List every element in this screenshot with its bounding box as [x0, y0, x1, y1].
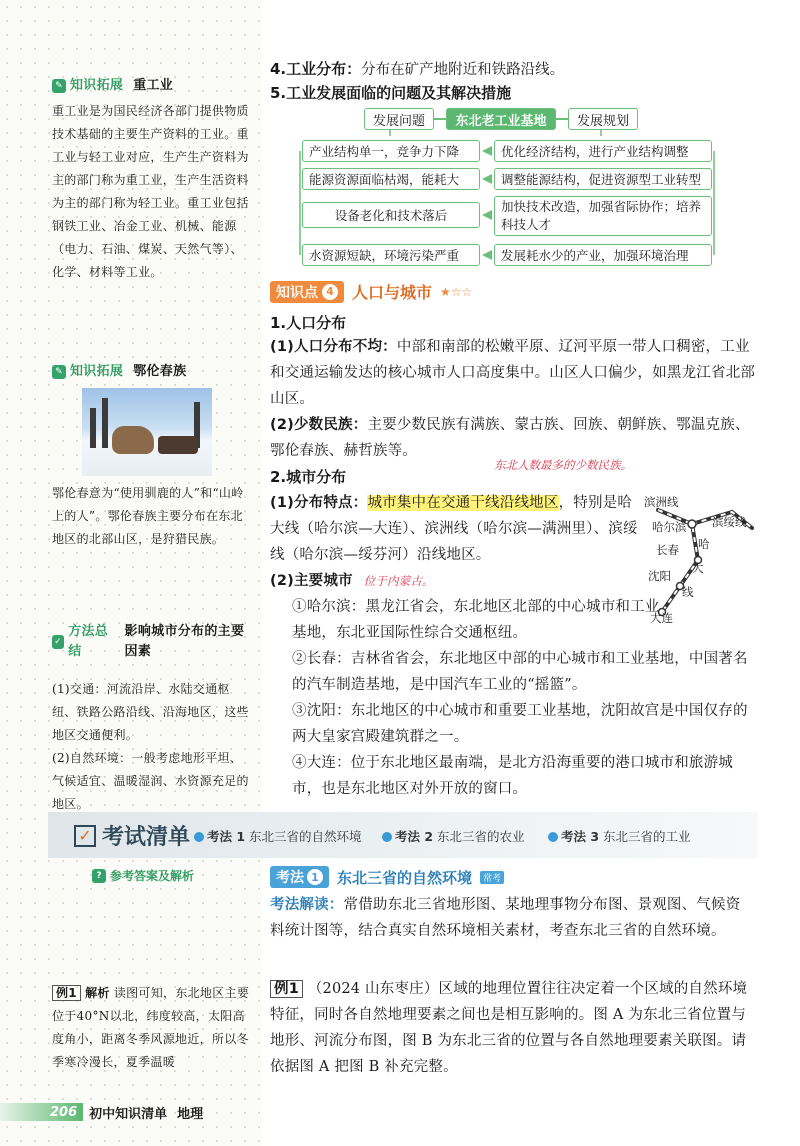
map-label: 大连	[650, 611, 673, 625]
pop-uneven: (1)人口分布不均：中部和南部的松嫩平原、辽河平原一带人口稠密，工业和交通运输发达的核心城市人口高度集中。山区人口偏少，如黑龙江省北部山区。	[270, 339, 756, 407]
flow-plan: 加快技术改造，加强省际协作；培养科技人才	[494, 196, 712, 236]
sidebar-text: 鄂伦春意为“使用驯鹿的人”和“山岭上的人”。鄂伦春族主要分布在东北地区的北部山区，是狩猎民族。	[52, 486, 244, 546]
page-footer	[0, 1102, 203, 1122]
kf-badge: 考法 1	[270, 866, 329, 888]
checkbox-icon: ✓	[74, 825, 96, 847]
answer-icon: ?	[92, 869, 106, 883]
city-changchun: ②长春：吉林省省会，东北地区中部的中心城市和工业基地，中国著名的汽车制造基地，是中国汽车工业的“摇篮”。	[292, 651, 748, 693]
sidebar-item: (2)自然环境：一般考虑地形平坦、气候适宜、温暖湿润、水资源充足的地区。	[52, 751, 249, 811]
sidebar-example: 例1 解析 读图可知，东北地区主要位于40°N以北，纬度较高，太阳高度角小，距离冬季风源地近，所以冬季寒冷漫长，夏季温暖	[52, 986, 250, 1069]
sidebar-block-method: ✓ 方法总结 影响城市分布的主要因素 (1)交通：河流沿岸、水陆交通枢纽、铁路公路沿线、沿海地区，这些地区交通便利。 (2)自然环境：一般考虑地形平坦、气候适宜、温暖湿润、水资源充足的地区。	[52, 622, 252, 816]
map-label: 大	[692, 561, 704, 575]
exam-dot-icon	[548, 832, 558, 842]
flow-connectors	[270, 0, 770, 280]
exam-item: 考法 2 东北三省的农业	[382, 827, 525, 845]
flow-head-center: 东北老工业基地	[446, 108, 556, 130]
method-icon: ✓	[52, 635, 64, 649]
city-shenyang: ③沈阳：东北地区的中心城市和重要工业基地，沈阳故宫是中国仅存的两大皇家宫殿建筑群之一。	[292, 703, 748, 745]
subject: 地理	[177, 1106, 204, 1122]
exam-item: 考法 1 东北三省的自然环境	[194, 827, 362, 845]
exam-method-header: 考法 1 东北三省的自然环境 常考	[270, 866, 504, 888]
flow-head-plans: 发展规划	[568, 108, 638, 130]
map-label: 滨绥线	[712, 515, 747, 529]
frequent-tag: 常考	[480, 871, 504, 884]
flow-head-problems: 发展问题	[364, 108, 434, 130]
knowledge-icon: ✎	[52, 365, 66, 379]
exam-method-desc: 考法解读：常借助东北三省地形图、某地理事物分布图、景观图、气候资料统计图等，结合真实自然环境相关素材，考查东北三省的自然环境。	[270, 897, 741, 939]
handwritten-note: 东北人数最多的少数民族。	[494, 458, 632, 472]
sidebar	[0, 0, 262, 1146]
industry-problems-heading: 5.工业发展面临的问题及其解决措施	[270, 84, 512, 102]
sidebar-block-heavy-industry: ✎ 知识拓展 重工业 重工业是为国民经济各部门提供物质技术基础的主要生产资料的工业。重工业与轻工业对应，生产生产资料为主的部门称为重工业，生产生活资料为主的部门称为轻工业。重工业包括钢铁工业、冶金工业、机械、能源（电力、石油、煤炭、天然气等）、化学、材料等工业。	[52, 76, 252, 284]
map-label: 沈阳	[648, 569, 671, 583]
flow-plan: 优化经济结构，进行产业结构调整	[494, 140, 712, 162]
flow-problem: 能源资源面临枯竭，能耗大	[302, 168, 480, 190]
map-label: 滨洲线	[644, 495, 679, 509]
industry-distribution: 4.工业分布：分布在矿产地附近和铁路沿线。	[270, 60, 565, 78]
knowledge-point-header: 知识点 4 人口与城市 ★☆☆	[270, 280, 472, 303]
map-label: 哈	[698, 537, 710, 551]
star-rating-icon: ★☆☆	[440, 284, 473, 299]
city-features: (1)分布特点：城市集中在交通干线沿线地区，特别是哈大线（哈尔滨—大连）、滨洲线（哈尔滨—满洲里）、滨绥线（哈尔滨—绥芬河）沿线地区。	[270, 495, 638, 563]
city-heading: 2.城市分布	[270, 468, 347, 486]
example-question: 例1 （2024 山东枣庄）区域的地理位置往往决定着一个区域的自然环境特征，同时各自然地理要素之间也是相互影响的。图 A 为东北三省位置与地形、河流分布图，图 B 为东北三省的位置与各自然地理要素关联图。请依据图 A 把图 B 补充完整。	[270, 981, 748, 1075]
kp-badge: 知识点 4	[270, 281, 344, 303]
pop-heading: 1.人口分布	[270, 314, 347, 332]
map-label: 长春	[656, 543, 679, 557]
exam-list-bar: ✓ 考试清单 考法 1 东北三省的自然环境 考法 2 东北三省的农业 考法 3 东北三省的工业	[48, 812, 758, 858]
sidebar-text: 重工业是为国民经济各部门提供物质技术基础的主要生产资料的工业。重工业与轻工业对应，生产生产资料为主的部门称为重工业，生产生活资料为主的部门称为轻工业。重工业包括钢铁工业、冶金工业、机械、能源（电力、石油、煤炭、天然气等）、化学、材料等工业。	[52, 104, 249, 279]
page-number: 206	[0, 1103, 83, 1121]
flow-problem: 设备老化和技术落后	[302, 202, 480, 228]
sidebar-item: (1)交通：河流沿岸、水陆交通枢纽、铁路公路沿线、沿海地区，这些地区交通便利。	[52, 682, 249, 742]
flow-problem: 水资源短缺，环境污染严重	[302, 244, 480, 266]
exam-dot-icon	[382, 832, 392, 842]
knowledge-icon: ✎	[52, 79, 66, 93]
answer-heading: ? 参考答案及解析	[92, 867, 194, 884]
city-dalian: ④大连：位于东北地区最南端，是北方沿海重要的港口城市和旅游城市，也是东北地区对外开放的窗口。	[292, 755, 733, 797]
example-label: 例1	[270, 980, 303, 998]
sidebar-block-oroqen: ✎ 知识拓展 鄂伦春族 鄂伦春意为“使用驯鹿的人”和“山岭上的人”。鄂伦春族主要分布在东北地区的北部山区，是狩猎民族。	[52, 362, 252, 551]
exam-item: 考法 3 东北三省的工业	[548, 827, 691, 845]
main-cities-label: (2)主要城市 位于内蒙古。	[270, 573, 434, 589]
book-title: 初中知识清单	[89, 1106, 168, 1122]
flow-plan: 调整能源结构，促进资源型工业转型	[494, 168, 712, 190]
flow-problem: 产业结构单一，竞争力下降	[302, 140, 480, 162]
city-harbin: ①哈尔滨：黑龙江省会，东北地区北部的中心城市和工业基地，东北亚国际性综合交通枢纽。	[292, 599, 660, 641]
map-label: 线	[682, 585, 694, 599]
pop-minorities: (2)少数民族：主要少数民族有满族、蒙古族、回族、朝鲜族、鄂温克族、鄂伦春族、赫哲族等。	[270, 417, 750, 459]
reindeer-photo	[82, 388, 212, 476]
example-label: 例1	[52, 985, 81, 1001]
map-label: 哈尔滨	[652, 520, 687, 534]
flow-plan: 发展耗水少的产业，加强环境治理	[494, 244, 712, 266]
exam-dot-icon	[194, 832, 204, 842]
